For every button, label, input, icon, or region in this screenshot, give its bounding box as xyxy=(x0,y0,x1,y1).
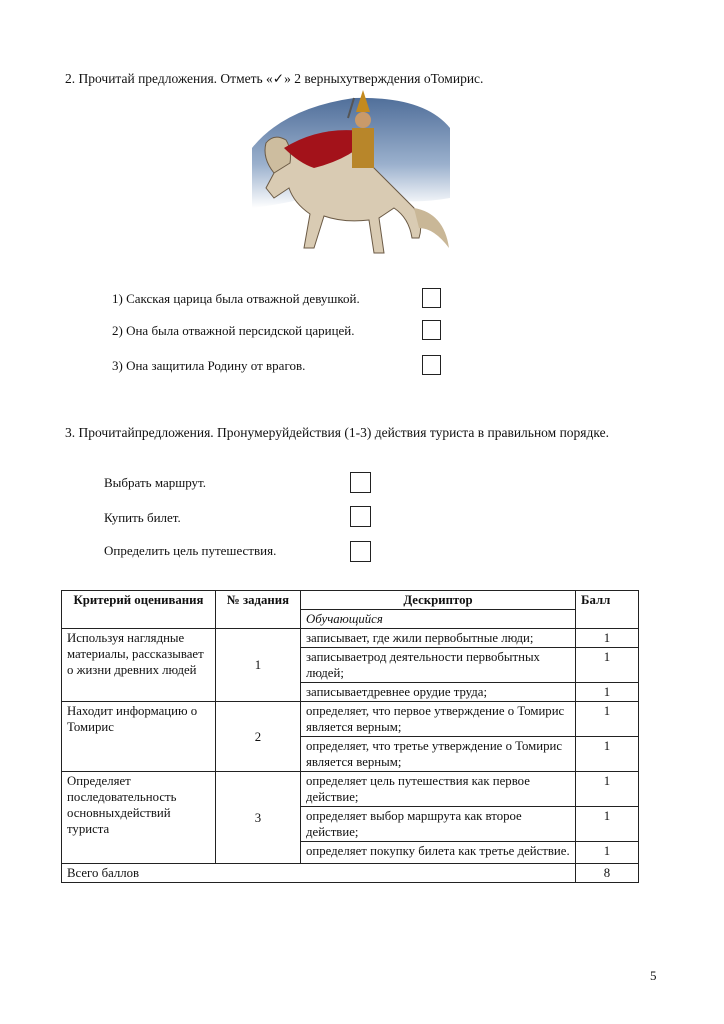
task3-item-3-box[interactable] xyxy=(350,541,371,562)
criterion-cell: Используя наглядные материалы, рассказывает о жизни древних людей xyxy=(62,629,216,702)
criterion-cell: Находит информацию о Томирис xyxy=(62,702,216,772)
task-number-cell: 3 xyxy=(216,772,301,864)
score-cell: 1 xyxy=(576,807,639,842)
task3-item-2-box[interactable] xyxy=(350,506,371,527)
task2-option-2-checkbox[interactable] xyxy=(422,320,441,340)
task2-option-2: 2) Она была отважной персидской царицей. xyxy=(112,323,355,338)
task2-option-3: 3) Она защитила Родину от врагов. xyxy=(112,358,306,373)
task3-item-1-box[interactable] xyxy=(350,472,371,493)
score-cell: 1 xyxy=(576,629,639,648)
task2-option-3-checkbox[interactable] xyxy=(422,355,441,375)
descriptor-cell: записываетрод деятельности первобытных людей; xyxy=(301,648,576,683)
table-header-row xyxy=(62,591,639,610)
descriptor-cell: определяет, что третье утверждение о Томирис является верным; xyxy=(301,737,576,772)
task2-title: 2. Прочитай предложения. Отметь «✓» 2 верныхутверждения оТомирис. xyxy=(65,71,484,86)
header-score: Балл xyxy=(576,591,639,629)
page-number: 5 xyxy=(650,968,657,983)
header-task: № задания xyxy=(216,591,301,629)
criterion-cell: Определяет последовательность основныхдействий туриста xyxy=(62,772,216,864)
table-total-row xyxy=(62,864,639,883)
table-row xyxy=(62,702,639,737)
descriptor-cell: определяет выбор маршрута как второе действие; xyxy=(301,807,576,842)
score-cell: 1 xyxy=(576,683,639,702)
score-cell: 1 xyxy=(576,842,639,864)
score-cell: 1 xyxy=(576,737,639,772)
task2-option-1: 1) Сакская царица была отважной девушкой. xyxy=(112,291,360,306)
descriptor-cell: записываетдревнее орудие труда; xyxy=(301,683,576,702)
task3-item-2: Купить билет. xyxy=(104,510,181,525)
header-descriptor: Дескриптор xyxy=(301,591,576,610)
assessment-rubric-table xyxy=(61,590,639,883)
tomiris-illustration xyxy=(244,88,458,260)
score-cell: 1 xyxy=(576,648,639,683)
table-row xyxy=(62,772,639,807)
task-number-cell: 1 xyxy=(216,629,301,702)
descriptor-cell: определяет, что первое утверждение о Томирис является верным; xyxy=(301,702,576,737)
task2-option-1-checkbox[interactable] xyxy=(422,288,441,308)
header-learner: Обучающийся xyxy=(301,610,576,629)
total-score: 8 xyxy=(576,864,639,883)
task3-item-3: Определить цель путешествия. xyxy=(104,543,277,558)
header-criterion: Критерий оценивания xyxy=(62,591,216,629)
descriptor-cell: определяет покупку билета как третье действие. xyxy=(301,842,576,864)
descriptor-cell: определяет цель путешествия как первое действие; xyxy=(301,772,576,807)
task3-title: 3. Прочитайпредложения. Пронумеруйдействия (1-3) действия туриста в правильном порядке. xyxy=(65,425,609,440)
task3-item-1: Выбрать маршрут. xyxy=(104,475,207,490)
descriptor-cell: записывает, где жили первобытные люди; xyxy=(301,629,576,648)
task-number-cell: 2 xyxy=(216,702,301,772)
score-cell: 1 xyxy=(576,702,639,737)
score-cell: 1 xyxy=(576,772,639,807)
table-row xyxy=(62,629,639,648)
total-label: Всего баллов xyxy=(62,864,576,883)
